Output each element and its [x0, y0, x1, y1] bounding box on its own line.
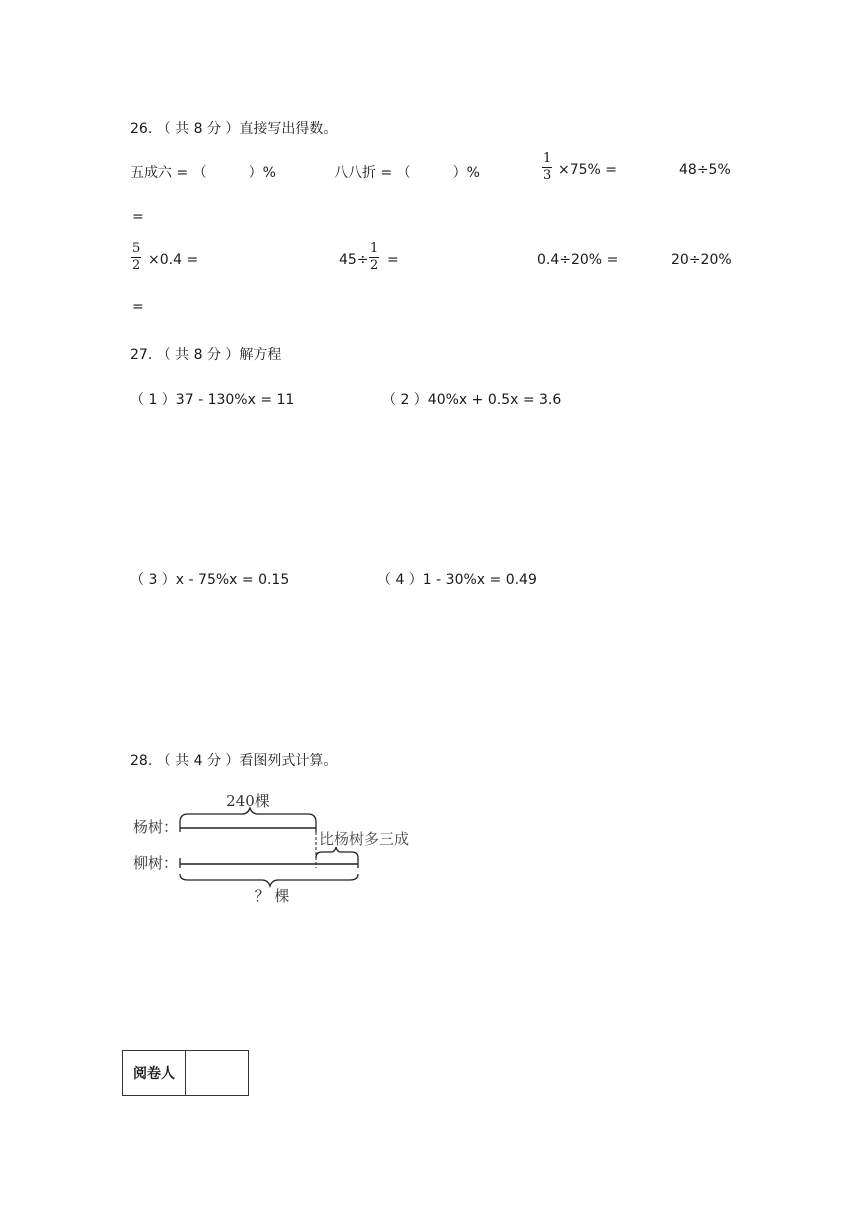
diagram-row2-label: 柳树：	[133, 854, 179, 872]
fraction-numerator: 1	[543, 151, 552, 166]
q27-equation-4: （ 4 ）1 - 30%x = 0.49	[377, 572, 537, 588]
q26-item-3-fraction	[542, 152, 552, 183]
extra-brace	[316, 847, 358, 858]
q27-equation-3: （ 3 ）x - 75%x = 0.15	[130, 572, 290, 588]
diagram-side-label: 比杨树多三成	[319, 830, 410, 848]
q27-heading: 27. （ 共 8 分 ）解方程	[130, 347, 282, 363]
top-brace	[180, 808, 316, 822]
diagram-bottom-label: ？ 棵	[254, 887, 290, 905]
q27-equation-1: （ 1 ）37 - 130%x = 11	[130, 392, 295, 408]
reviewer-value-cell[interactable]	[186, 1051, 249, 1096]
q26-item-6-fraction	[369, 242, 379, 273]
q26-item-4-continuation: =	[132, 209, 144, 225]
diagram-row1-label: 杨树：	[133, 818, 179, 836]
reviewer-label: 阅卷人	[123, 1051, 186, 1096]
q26-item-3-rest: ×75% =	[558, 162, 618, 178]
q26-item-7: 0.4÷20% =	[537, 252, 619, 268]
diagram-top-label: 240棵	[226, 792, 270, 810]
bottom-brace	[180, 874, 358, 886]
fraction-numerator: 5	[132, 241, 141, 256]
fraction-denominator: 2	[132, 258, 141, 273]
q27-equation-2: （ 2 ）40%x + 0.5x = 3.6	[382, 392, 562, 408]
q26-item-6-rest: =	[387, 252, 399, 268]
q26-item-4: 48÷5%	[679, 162, 731, 178]
q26-item-1: 五成六 = （ ）%	[130, 165, 276, 181]
q26-item-2: 八八折 = （ ）%	[334, 165, 480, 181]
q26-item-6-prefix: 45÷	[339, 252, 369, 268]
segment-diagram	[128, 782, 438, 912]
q28-heading: 28. （ 共 4 分 ）看图列式计算。	[130, 753, 338, 769]
q26-item-5-fraction	[131, 242, 141, 273]
reviewer-table	[122, 1050, 249, 1096]
fraction-denominator: 2	[370, 258, 379, 273]
fraction-numerator: 1	[370, 241, 379, 256]
fraction-denominator: 3	[543, 168, 552, 183]
q26-item-8: 20÷20%	[671, 252, 732, 268]
q26-item-8-continuation: =	[132, 299, 144, 315]
q26-heading: 26. （ 共 8 分 ）直接写出得数。	[130, 121, 338, 137]
q26-item-5-rest: ×0.4 =	[148, 252, 199, 268]
